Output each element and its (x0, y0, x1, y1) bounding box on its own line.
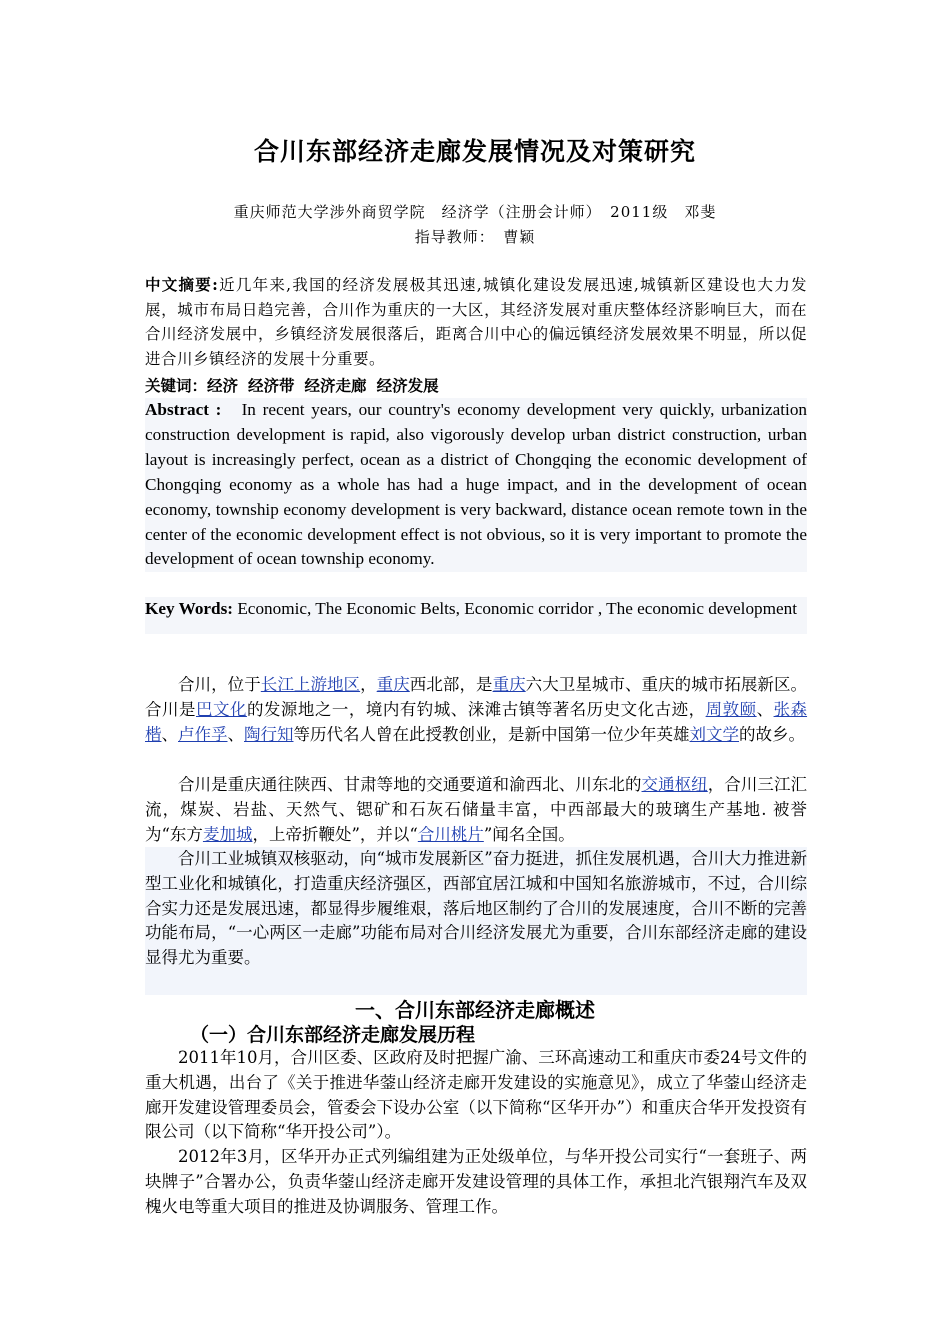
intro-paragraph-3: 合川工业城镇双核驱动，向“城市发展新区”奋力挺进，抓住发展机遇，合川大力推进新型工业化和城镇化，打造重庆经济强区，西部宜居江城和中国知名旅游城市，不过，合川综合实力还是发展迅速，都显得步履维艰，落后地区制约了合川的发展速度，合川不断的完善功能布局，“一心两区一走廊”功能布局对合川经济发展尤为重要，合川东部经济走廊的建设显得尤为重要。 (145, 847, 807, 995)
link-chongqing-2[interactable]: 重庆 (492, 675, 526, 694)
advisor-line: 指导教师： 曹颖 (414, 228, 536, 246)
keyword: 经济带 (248, 376, 295, 395)
link-chongqing[interactable]: 重庆 (376, 675, 410, 694)
intro-paragraph-2: 合川是重庆通往陕西、甘肃等地的交通要道和渝西北、川东北的交通枢纽，合川三江汇流，煤炭、岩盐、天然气、锶矿和石灰石储量丰富，中西部最大的玻璃生产基地. 被誉为“东方麦加城，上帝折鞭处”，并以“合川桃片”闻名全国。 (145, 775, 808, 844)
chinese-keywords (145, 374, 807, 398)
chinese-keywords-label: 关键词： (145, 376, 208, 395)
chinese-abstract-label: 中文摘要: (145, 275, 219, 294)
link-changjiang[interactable]: 长江上游地区 (260, 675, 361, 694)
link-hechuan-taopian[interactable]: 合川桃片 (417, 824, 484, 844)
chinese-abstract-text: 近几年来,我国的经济发展极其迅速,城镇化建设发展迅速,城镇新区建设也大力发展，城市布局日趋完善，合川作为重庆的一大区，其经济发展对重庆整体经济影响巨大，而在合川经济发展中，乡镇经济发展很落后，距离合川中心的偏远镇经济发展效果不明显，所以促进合川乡镇经济的发展十分重要。 (145, 276, 807, 368)
link-zhang-senkai[interactable]: 张森楷 (145, 699, 808, 744)
section-paragraph-1: 2011年10月，合川区委、区政府及时把握广渝、三环高速动工和重庆市委24号文件的重大机遇，出台了《关于推进华蓥山经济走廊开发建设的实施意见》，成立了华蓥山经济走廊开发建设管理委员会，管委会下设办公室（以下简称“区华开办”）和重庆合华开发投资有限公司（以下简称“华开投公司”）。 (145, 1048, 807, 1142)
intro-paragraph-1: 合川，位于长江上游地区，重庆西北部，是重庆六大卫星城市、重庆的城市拓展新区。合川是巴文化的发源地之一，境内有钓城、涞滩古镇等著名历史文化古迹，周敦颐、张森楷、卢作孚、陶行知等历代名人曾在此授教创业，是新中国第一位少年英雄刘文学的故乡。 (145, 675, 808, 744)
subsection-heading: （一）合川东部经济走廊发展历程 (190, 1024, 476, 1046)
english-abstract-label: Abstract : (145, 400, 222, 419)
english-abstract (145, 398, 807, 572)
english-keywords-text: Economic, The Economic Belts, Economic corridor , The economic development (237, 599, 798, 618)
chinese-abstract (145, 273, 807, 371)
link-tao-xingzhi[interactable]: 陶行知 (244, 724, 294, 744)
keyword: 经济走廊 (304, 376, 367, 395)
paper-title: 合川东部经济走廊发展情况及对策研究 (253, 137, 696, 166)
author-line: 重庆师范大学涉外商贸学院 经济学（注册会计师） 2011级 邓斐 (233, 203, 717, 221)
english-keywords-label: Key Words: (145, 599, 234, 618)
link-ba-culture[interactable]: 巴文化 (195, 699, 247, 719)
section-heading: 一、合川东部经济走廊概述 (355, 998, 595, 1022)
link-transport-hub[interactable]: 交通枢纽 (641, 775, 708, 794)
keyword: 经济 (207, 376, 239, 395)
link-mecca-city[interactable]: 麦加城 (202, 824, 253, 844)
english-abstract-text: In recent years, our country's economy development very quickly, urbanization construction development is rapid, also vigorously develop urban district construction, urban layout is increasingly perfect, ocean as a district of Chongqing the economic development of Chongqing economy as a whole has had a huge impact, and in the development of ocean economy, township economy development is very backward, distance ocean remote town in the center of the economic development effect is not obvious, so it is very important to promote the development of ocean township economy. (145, 400, 808, 569)
link-lu-zuofu[interactable]: 卢作孚 (178, 724, 228, 744)
english-keywords (145, 597, 807, 634)
link-liu-wenxue[interactable]: 刘文学 (689, 724, 739, 744)
keyword: 经济发展 (376, 376, 439, 395)
section-paragraph-2: 2012年3月，区华开办正式列编组建为正处级单位，与华开投公司实行“一套班子、两块牌子”合署办公，负责华蓥山经济走廊开发建设管理的具体工作，承担北汽银翔汽车及双槐火电等重大项目的推进及协调服务、管理工作。 (145, 1147, 807, 1216)
link-zhou-dunyi[interactable]: 周敦颐 (705, 699, 757, 719)
